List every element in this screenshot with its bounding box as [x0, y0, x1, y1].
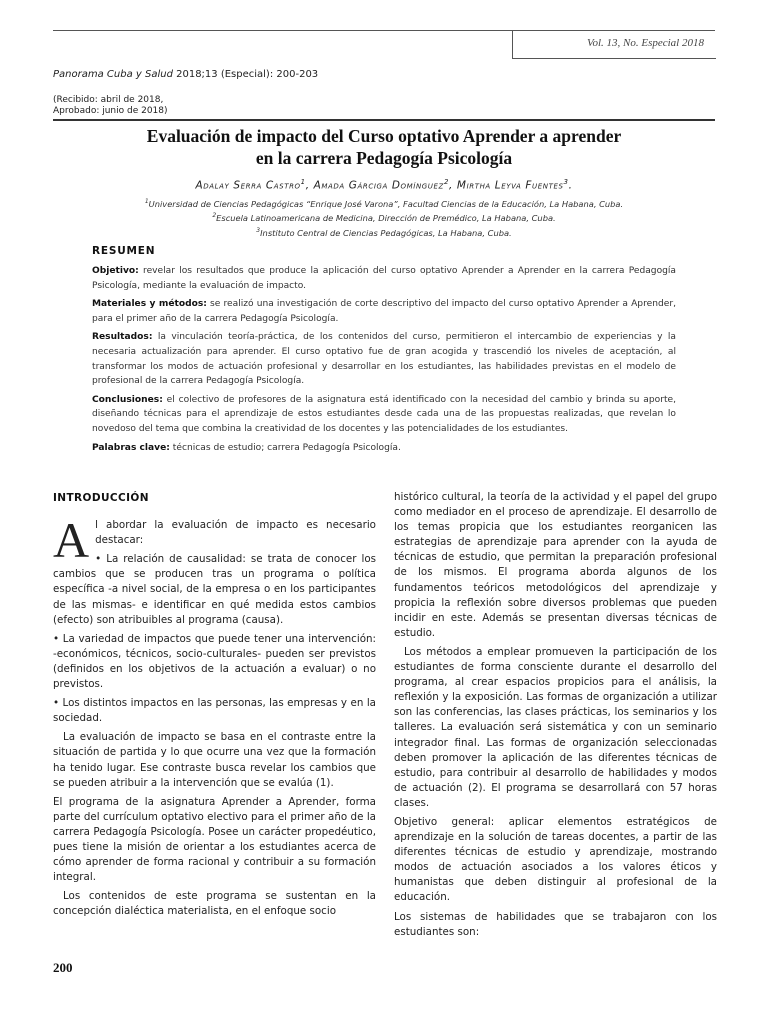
- article-title: [53, 125, 715, 169]
- abstract-heading: RESUMEN: [92, 245, 156, 257]
- body-paragraph: • La relación de causalidad: se trata de conocer los cambios que se producen tras un programa o política específica -a nivel social, de la empresa o en los participantes de las mismas- e identificar en qué medida estos cambios (efecto) son atribuibles al programa (causa).: [53, 553, 376, 626]
- author-separator: .: [568, 179, 573, 192]
- affiliation-text: Instituto Central de Ciencias Pedagógicas, La Habana, Cuba.: [260, 227, 512, 238]
- body-paragraph: histórico cultural, la teoría de la actividad y el papel del grupo como mediador en el proceso de aprendizaje. El desarrollo de los temas propicia que los estudiantes reorganicen las estrategias de aprendizaje para aprender con la ayuda de técnicas de estudio, que permitan la preparación profesional de los mismos. El programa aborda algunos de los fundamentos teóricos metodológicos del aprendizaje y propicia la reflexión sobre diversos problemas que pueden incidir en este. Además se presentan diversas técnicas de estudio.: [394, 491, 717, 639]
- affiliation-ref: 1: [144, 198, 149, 205]
- author-affil-ref: 3: [563, 178, 569, 186]
- abstract-conclusions: [92, 393, 676, 437]
- body-paragraph: Los métodos a emplear promueven la participación de los estudiantes de forma consciente durante el desarrollo del programa, al crear espacios propicios para el análisis, la reflexión y la exposición. Las formas de organización a utilizar son las conferencias, las clases prácticas, los seminarios y los talleres. La evaluación será sistemática y con un seminario integrador final. Las formas de organización seleccionadas deben promover la aplicación de las diferentes técnicas de estudio, para contribuir al desarrollo de habilidades y modos de actuación (2). El programa se desarrollará con 57 horas clases.: [394, 645, 717, 809]
- body-paragraph: La evaluación de impacto se basa en el contraste entre la situación de partida y lo que ocurre una vez que la formación ha tenido lugar. Ese contraste busca revelar los cambios que se pueden atribuir a la intervención que se evalúa (1).: [53, 731, 376, 789]
- author-separator: ,: [305, 179, 314, 192]
- page-number: 200: [53, 960, 73, 975]
- body-paragraph: Los sistemas de habilidades que se trabajaron con los estudiantes son:: [394, 910, 717, 938]
- author-affil-ref: 2: [443, 178, 450, 186]
- author-name: Adalay Serra Castro: [195, 179, 301, 192]
- affiliation: [53, 196, 715, 210]
- approved-date: Aprobado: junio de 2018): [53, 106, 168, 116]
- affiliation-text: Universidad de Ciencias Pedagógicas “Enrique José Varona”, Facultad Ciencias de la Educación, La Habana, Cuba.: [148, 198, 624, 209]
- abstract-text: la vinculación teoría-práctica, de los contenidos del curso, permitieron el intercambio de experiencias y la necesaria actualización para aprender. El curso optativo fue de gran acogida y trascendió los niveles de aceptación, al transformar los modos de actuación profesional y desarrollar en los estudiantes, las habilidades previstas en el modelo de profesional de la carrera Pedagogía Psicología.: [92, 332, 676, 387]
- affiliation-text: Escuela Latinoamericana de Medicina, Dirección de Premédico, La Habana, Cuba.: [216, 213, 556, 224]
- abstract-text: revelar los resultados que produce la aplicación del curso optativo Aprender a Aprender en la carrera Pedagogía Psicología, mediante la evaluación de impacto.: [92, 266, 676, 291]
- introduction-heading: INTRODUCCIÓN: [53, 492, 149, 504]
- title-line-1: Evaluación de impacto del Curso optativo Aprender a aprender: [146, 126, 622, 146]
- paragraph-text: l abordar la evaluación de impacto es necesario destacar:: [95, 519, 376, 547]
- body-paragraph: • Los distintos impactos en las personas, las empresas y en la sociedad.: [53, 697, 376, 725]
- body-paragraph: El programa de la asignatura Aprender a Aprender, forma parte del currículum optativo electivo para el primer año de la carrera Pedagogía Psicología. Posee un carácter propedéutico, pues tiene la misión de orientar a los estudiantes acerca de cómo aprender de forma racional y contribuir a su formación integral.: [53, 795, 376, 884]
- left-column: [53, 488, 376, 923]
- abstract-body: [92, 264, 676, 459]
- affiliation-ref: 2: [212, 212, 217, 220]
- abstract-text: se realizó una investigación de corte descriptivo del impacto del curso optativo Aprender a Aprender, para el primer año de la carrera Pedagogía Psicología.: [92, 299, 676, 324]
- abstract-label: Resultados:: [92, 332, 153, 343]
- volume-box: [512, 30, 716, 59]
- drop-cap: A: [53, 512, 90, 569]
- title-rule: [53, 119, 715, 121]
- title-line-2: en la carrera Pedagogía Psicología: [255, 148, 513, 168]
- abstract-label: Conclusiones:: [92, 394, 163, 405]
- author-affil-ref: 1: [300, 178, 306, 186]
- citation-details: 2018;13 (Especial): 200-203: [172, 69, 319, 80]
- abstract-label: Objetivo:: [92, 266, 139, 276]
- author-separator: ,: [449, 179, 457, 192]
- abstract-text: técnicas de estudio; carrera Pedagogía Psicología.: [169, 442, 401, 453]
- journal-name: Panorama Cuba y Salud: [53, 69, 173, 80]
- right-column: [394, 490, 717, 944]
- volume-label: Vol. 13, No. Especial 2018: [586, 37, 704, 49]
- journal-citation: [53, 69, 318, 80]
- body-paragraph: Objetivo general: aplicar elementos estratégicos de aprendizaje en la solución de tareas docentes, a partir de las diferentes técnicas de estudio y aprendizaje, mostrando modos de actuación asociados a los valores éticos y humanistas que deben distinguir al profesional de la educación.: [394, 815, 717, 904]
- author-name: Amada Gárciga Domínguez: [313, 179, 444, 192]
- author-name: Mirtha Leyva Fuentes: [456, 179, 564, 192]
- received-date: (Recibido: abril de 2018,: [53, 95, 164, 105]
- abstract-text: el colectivo de profesores de la asignatura está identificado con la necesidad del cambio y brinda su aporte, diseñando técnicas para el aprendizaje de estos estudiantes desde cada una de las propuestas realizadas, que revelan lo novedoso del tema que combina la creatividad de los docentes y las potencialidades de los estudiantes.: [92, 394, 676, 434]
- body-paragraph: Los contenidos de este programa se sustentan en la concepción dialéctica materialista, en el enfoque socio: [53, 890, 376, 918]
- affiliation: [53, 210, 715, 224]
- abstract-methods: [92, 297, 676, 326]
- affiliation: [53, 225, 715, 239]
- abstract-label: Materiales y métodos:: [92, 299, 207, 310]
- abstract-label: Palabras clave:: [92, 442, 170, 453]
- body-paragraph: [53, 512, 376, 569]
- abstract-results: [92, 330, 676, 388]
- received-dates: [53, 95, 168, 117]
- abstract-keywords: [92, 441, 676, 456]
- author-list: [53, 178, 715, 192]
- affiliation-list: [53, 196, 715, 239]
- abstract-objective: [92, 264, 676, 293]
- affiliation-ref: 3: [256, 226, 261, 234]
- body-paragraph: • La variedad de impactos que puede tener una intervención: -económicos, técnicos, socio-culturales- pueden ser previstos (definidos en los objetivos de la actuación a evaluar) o no previstos.: [53, 632, 376, 691]
